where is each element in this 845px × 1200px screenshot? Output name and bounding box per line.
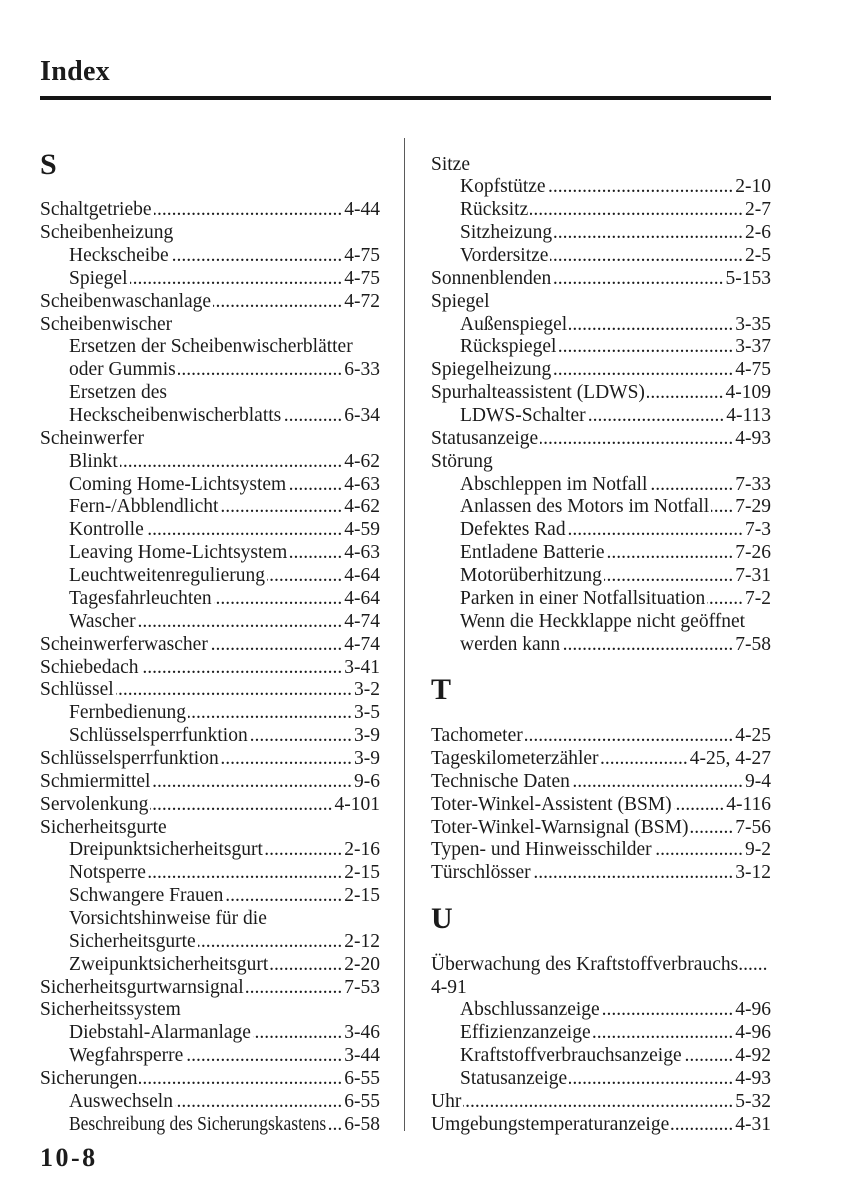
entry-page-ref: 3-37 xyxy=(735,336,771,358)
dot-leader xyxy=(120,451,342,474)
entry-page-ref: 4-93 xyxy=(735,1067,771,1089)
index-entry xyxy=(431,725,771,748)
entry-page-ref: 4-63 xyxy=(344,542,380,564)
entry-page-ref: 4-96 xyxy=(735,999,771,1021)
index-subentry xyxy=(40,336,380,359)
index-subentry xyxy=(40,839,380,862)
dot-leader xyxy=(558,336,733,359)
index-entry xyxy=(40,748,380,771)
dot-leader xyxy=(198,931,343,954)
entry-label: Überwachung des Kraftstoffverbrauchs...... xyxy=(431,953,768,975)
entry-label: Typen- und Hinweisschilder xyxy=(431,839,652,861)
dot-leader xyxy=(188,702,352,725)
dot-leader xyxy=(654,839,743,862)
entry-label: Diebstahl-Alarmanlage xyxy=(69,1022,251,1044)
dot-leader xyxy=(530,199,743,222)
dot-leader xyxy=(604,565,733,588)
index-entry xyxy=(40,817,380,840)
dot-leader xyxy=(649,474,733,497)
dot-leader xyxy=(214,588,343,611)
entry-label: Sonnenblenden xyxy=(431,267,552,289)
entry-page-ref: 4-72 xyxy=(344,290,380,312)
index-subentry xyxy=(431,519,771,542)
entry-page-ref: 7-58 xyxy=(735,633,771,655)
page-number: 10-8 xyxy=(40,1143,98,1172)
entry-label: Scheibenwaschanlage xyxy=(40,290,212,312)
index-subentry xyxy=(431,1068,771,1091)
entry-page-ref: 4-74 xyxy=(344,633,380,655)
dot-leader xyxy=(525,725,734,748)
dot-leader xyxy=(554,222,743,245)
dot-leader xyxy=(138,611,343,634)
entry-label: Notsperre xyxy=(69,862,146,884)
index-column-right xyxy=(431,154,771,1137)
entry-page-ref: 4-92 xyxy=(735,1045,771,1067)
entry-page-ref: 7-53 xyxy=(344,976,380,998)
index-subentry xyxy=(40,565,380,588)
index-entry xyxy=(431,794,771,817)
entry-page-ref: 6-33 xyxy=(344,359,380,381)
entry-page-ref: 4-44 xyxy=(344,199,380,221)
index-subentry xyxy=(40,1045,380,1068)
index-subentry xyxy=(431,336,771,359)
dot-leader xyxy=(690,817,733,840)
dot-leader xyxy=(548,176,734,199)
index-subentry xyxy=(40,451,380,474)
entry-label: Tagesfahrleuchten xyxy=(69,587,212,609)
index-entry xyxy=(431,954,771,977)
index-subentry xyxy=(40,359,380,382)
index-entry xyxy=(431,771,771,794)
entry-label: Technische Daten xyxy=(431,770,570,792)
dot-leader xyxy=(328,1114,342,1137)
entry-label: Fernbedienung xyxy=(69,702,186,724)
entry-label: Statusanzeige xyxy=(431,427,539,449)
index-entry xyxy=(40,771,380,794)
entry-page-ref: 2-5 xyxy=(745,245,771,267)
dot-leader xyxy=(154,199,343,222)
entry-label: Leuchtweitenregulierung xyxy=(69,565,265,587)
index-entry xyxy=(40,634,380,657)
entry-page-ref: 4-64 xyxy=(344,587,380,609)
entry-page-ref: 7-26 xyxy=(735,542,771,564)
index-subentry xyxy=(40,885,380,908)
entry-label: Dreipunktsicherheitsgurt xyxy=(69,839,263,861)
entry-label: Kopfstütze xyxy=(460,176,546,198)
dot-leader xyxy=(588,405,725,428)
dot-leader xyxy=(711,496,733,519)
dot-leader xyxy=(289,542,342,565)
entry-label: Parken in einer Notfallsituation xyxy=(460,587,706,609)
dot-leader xyxy=(139,1068,342,1091)
index-entry xyxy=(40,1068,380,1091)
entry-label: Spiegel xyxy=(431,290,490,312)
dot-leader xyxy=(141,657,343,680)
index-entry xyxy=(431,748,771,771)
dot-leader xyxy=(185,1045,342,1068)
entry-label: Fern-/Abblendlicht xyxy=(69,496,219,518)
entry-label: Vordersitze xyxy=(460,245,549,267)
entry-page-ref: 7-2 xyxy=(745,587,771,609)
entry-label: Scheibenheizung xyxy=(40,222,174,244)
entry-label: Heckscheibe xyxy=(69,245,169,267)
entry-label: Abschleppen im Notfall xyxy=(460,473,648,495)
dot-leader xyxy=(210,634,342,657)
index-subentry xyxy=(40,474,380,497)
entry-label: Sicherungen xyxy=(40,1067,138,1089)
entry-page-ref: 2-6 xyxy=(745,222,771,244)
entry-label: Ersetzen der Scheibenwischerblätter xyxy=(69,336,353,358)
dot-leader xyxy=(116,679,352,702)
index-subentry xyxy=(431,999,771,1022)
index-subentry xyxy=(431,176,771,199)
index-entry xyxy=(40,977,380,1000)
index-entry xyxy=(40,428,380,451)
index-entry xyxy=(40,679,380,702)
entry-label: Rückspiegel xyxy=(460,336,557,358)
entry-page-ref: 2-7 xyxy=(745,199,771,221)
dot-leader xyxy=(684,1045,734,1068)
index-entry xyxy=(431,817,771,840)
entry-page-ref: 4-25, 4-27 xyxy=(689,747,771,769)
entry-page-ref: 4-75 xyxy=(735,359,771,381)
entry-page-ref: 9-4 xyxy=(745,770,771,792)
index-subentry xyxy=(431,405,771,428)
entry-label: Schlüsselsperrfunktion xyxy=(40,747,219,769)
dot-leader xyxy=(220,496,342,519)
index-section xyxy=(431,673,771,885)
entry-page-ref: 2-15 xyxy=(344,885,380,907)
entry-page-ref: 4-64 xyxy=(344,565,380,587)
index-subentry xyxy=(40,1091,380,1114)
entry-label: oder Gummis xyxy=(69,359,176,381)
index-entry xyxy=(431,839,771,862)
entry-label: Statusanzeige xyxy=(460,1067,568,1089)
entry-page-ref: 6-55 xyxy=(344,1067,380,1089)
dot-leader xyxy=(265,839,342,862)
entry-page-ref: 3-46 xyxy=(344,1022,380,1044)
dot-leader xyxy=(288,474,342,497)
entry-page-ref: 3-35 xyxy=(735,313,771,335)
dot-leader xyxy=(602,999,734,1022)
index-subentry xyxy=(40,268,380,291)
index-section xyxy=(431,901,771,1137)
entry-label: Spiegel xyxy=(69,267,128,289)
entry-page-ref: 9-6 xyxy=(354,770,380,792)
index-entry xyxy=(40,794,380,817)
entry-page-ref: 4-116 xyxy=(726,793,771,815)
entry-label: Blinkt xyxy=(69,450,118,472)
index-subentry xyxy=(40,382,380,405)
entry-label: Tachometer xyxy=(431,725,523,747)
entry-label: Kontrolle xyxy=(69,519,144,541)
entry-label: Wascher xyxy=(69,610,136,632)
dot-leader xyxy=(171,245,343,268)
entry-label: Heckscheibenwischerblatts xyxy=(69,405,282,427)
entry-label: Entladene Batterie xyxy=(460,542,605,564)
index-subentry xyxy=(431,1045,771,1068)
entry-page-ref: 7-31 xyxy=(735,565,771,587)
entry-label: Defektes Rad xyxy=(460,519,566,541)
index-entry xyxy=(40,291,380,314)
entry-page-ref: 4-59 xyxy=(344,519,380,541)
entry-page-ref: 4-75 xyxy=(344,245,380,267)
entry-label: Schaltgetriebe xyxy=(40,199,152,221)
dot-leader xyxy=(607,542,734,565)
entry-label: Türschlösser xyxy=(431,862,531,884)
index-subentry xyxy=(40,519,380,542)
dot-leader xyxy=(146,519,343,542)
entry-page-ref: 4-101 xyxy=(334,793,380,815)
dot-leader xyxy=(221,748,352,771)
entry-label: Vorsichtshinweise für die xyxy=(69,907,267,929)
entry-label: Ersetzen des xyxy=(69,382,167,404)
entry-label: Wenn die Heckklappe nicht geöffnet xyxy=(460,610,746,632)
index-subentry xyxy=(40,931,380,954)
entry-page-ref: 4-113 xyxy=(726,405,771,427)
index-subentry xyxy=(40,862,380,885)
dot-leader xyxy=(593,1022,734,1045)
dot-leader xyxy=(568,519,743,542)
entry-page-ref: 7-33 xyxy=(735,473,771,495)
entry-label: Sicherheitsgurte xyxy=(40,816,167,838)
entry-label: Scheibenwischer xyxy=(40,313,173,335)
entry-page-ref: 2-15 xyxy=(344,862,380,884)
dot-leader xyxy=(148,862,342,885)
dot-leader xyxy=(671,1114,733,1137)
index-entry xyxy=(431,154,771,177)
entry-label: LDWS-Schalter xyxy=(460,405,586,427)
entry-page-ref: 6-55 xyxy=(344,1090,380,1112)
entry-label: Abschlussanzeige xyxy=(460,999,600,1021)
section-letter-heading: S xyxy=(40,147,57,181)
dot-leader xyxy=(540,428,733,451)
dot-leader xyxy=(213,291,342,314)
dot-leader xyxy=(130,268,343,291)
entry-page-ref: 2-16 xyxy=(344,839,380,861)
dot-leader xyxy=(267,565,342,588)
entry-label: Spiegelheizung xyxy=(431,359,552,381)
entry-label: Scheinwerferwascher xyxy=(40,633,208,655)
entry-label: Beschreibung des Sicherungskastens xyxy=(69,1113,327,1135)
entry-label: Störung xyxy=(431,450,493,472)
entry-page-ref: 3-12 xyxy=(735,862,771,884)
index-subentry xyxy=(431,588,771,611)
entry-page-ref: 4-63 xyxy=(344,473,380,495)
index-subentry xyxy=(40,725,380,748)
index-column-left xyxy=(40,147,380,1137)
entry-page-ref: 4-62 xyxy=(344,496,380,518)
index-entry xyxy=(431,1114,771,1137)
entry-label: Spurhalteassistent (LDWS) xyxy=(431,382,645,404)
dot-leader xyxy=(562,634,733,657)
index-entry xyxy=(431,382,771,405)
entry-label: Toter-Winkel-Warnsignal (BSM) xyxy=(431,816,689,838)
entry-label: Schlüsselsperrfunktion xyxy=(69,725,248,747)
index-subentry xyxy=(431,496,771,519)
entry-page-ref: 2-20 xyxy=(344,953,380,975)
entry-page-ref: 7-3 xyxy=(745,519,771,541)
column-divider xyxy=(404,138,405,1131)
section-letter-heading: U xyxy=(431,901,453,935)
index-entry xyxy=(431,977,771,1000)
entry-page-ref: 6-34 xyxy=(344,405,380,427)
index-entry xyxy=(40,657,380,680)
entry-page-ref: 5-32 xyxy=(735,1090,771,1112)
index-subentry xyxy=(40,588,380,611)
index-subentry xyxy=(40,1022,380,1045)
entry-page-ref: 2-10 xyxy=(735,176,771,198)
index-entry xyxy=(431,359,771,382)
entry-label: Toter-Winkel-Assistent (BSM) xyxy=(431,793,672,815)
entry-page-ref: 4-93 xyxy=(735,427,771,449)
dot-leader xyxy=(175,1091,342,1114)
index-subentry xyxy=(40,405,380,428)
dot-leader xyxy=(178,359,343,382)
index-subentry xyxy=(431,245,771,268)
index-subentry xyxy=(40,702,380,725)
dot-leader xyxy=(246,977,343,1000)
entry-label: Sitze xyxy=(431,153,470,175)
dot-leader xyxy=(550,245,743,268)
entry-label: Sitzheizung xyxy=(460,222,553,244)
dot-leader xyxy=(553,268,723,291)
dot-leader xyxy=(674,794,725,817)
dot-leader xyxy=(533,862,734,885)
index-subentry xyxy=(431,565,771,588)
entry-page-ref: 9-2 xyxy=(745,839,771,861)
entry-page-ref: 3-5 xyxy=(354,702,380,724)
index-entry xyxy=(40,222,380,245)
dot-leader xyxy=(253,1022,342,1045)
entry-label: Schmiermittel xyxy=(40,770,151,792)
entry-label: Coming Home-Lichtsystem xyxy=(69,473,287,495)
entry-label: Kraftstoffverbrauchsanzeige xyxy=(460,1045,682,1067)
index-subentry xyxy=(431,634,771,657)
dot-leader xyxy=(707,588,743,611)
entry-label: Zweipunktsicherheitsgurt xyxy=(69,953,269,975)
dot-leader xyxy=(150,794,332,817)
index-subentry xyxy=(431,611,771,634)
index-subentry xyxy=(431,1022,771,1045)
dot-leader xyxy=(283,405,342,428)
entry-label: Umgebungstemperaturanzeige xyxy=(431,1113,670,1135)
entry-page-ref: 3-9 xyxy=(354,747,380,769)
dot-leader xyxy=(569,314,733,337)
index-entry xyxy=(431,291,771,314)
index-subentry xyxy=(40,908,380,931)
index-section xyxy=(40,147,380,1137)
dot-leader xyxy=(569,1068,733,1091)
dot-leader xyxy=(647,382,724,405)
entry-label: Sicherheitsgurtwarnsignal xyxy=(40,976,244,998)
dot-leader xyxy=(553,359,733,382)
dot-leader xyxy=(270,954,342,977)
entry-label: werden kann xyxy=(460,633,561,655)
entry-label: Tageskilometerzähler xyxy=(431,747,599,769)
entry-page-ref: 3-41 xyxy=(344,656,380,678)
entry-page-ref: 3-44 xyxy=(344,1045,380,1067)
entry-page-ref: 4-75 xyxy=(344,267,380,289)
index-subentry xyxy=(40,245,380,268)
index-subentry xyxy=(40,1114,380,1137)
entry-page-ref: 4-109 xyxy=(725,382,771,404)
entry-label: Schlüssel xyxy=(40,679,114,701)
entry-page-ref: 4-31 xyxy=(735,1113,771,1135)
index-subentry xyxy=(40,542,380,565)
index-section xyxy=(431,154,771,657)
entry-label: 4-91 xyxy=(431,976,467,998)
header-rule xyxy=(40,96,771,100)
entry-label: Schwangere Frauen xyxy=(69,885,224,907)
index-entry xyxy=(431,268,771,291)
entry-label: Anlassen des Motors im Notfall xyxy=(460,496,710,518)
index-entry xyxy=(431,451,771,474)
entry-page-ref: 7-29 xyxy=(735,496,771,518)
dot-leader xyxy=(152,771,352,794)
dot-leader xyxy=(250,725,352,748)
index-entry xyxy=(40,999,380,1022)
section-letter-heading: T xyxy=(431,673,452,707)
entry-page-ref: 4-25 xyxy=(735,725,771,747)
index-subentry xyxy=(431,199,771,222)
entry-page-ref: 4-74 xyxy=(344,610,380,632)
dot-leader xyxy=(572,771,743,794)
index-entry xyxy=(431,428,771,451)
entry-page-ref: 5-153 xyxy=(725,267,771,289)
entry-label: Sicherheitssystem xyxy=(40,999,181,1021)
entry-label: Auswechseln xyxy=(69,1090,173,1112)
index-entry xyxy=(40,199,380,222)
entry-label: Rücksitz xyxy=(460,199,529,221)
entry-label: Sicherheitsgurte xyxy=(69,930,196,952)
index-entry xyxy=(431,1091,771,1114)
entry-page-ref: 3-9 xyxy=(354,725,380,747)
index-subentry xyxy=(40,611,380,634)
dot-leader xyxy=(601,748,688,771)
entry-page-ref: 6-58 xyxy=(344,1113,380,1135)
entry-label: Außenspiegel xyxy=(460,313,568,335)
dot-leader xyxy=(463,1091,733,1114)
entry-label: Wegfahrsperre xyxy=(69,1045,184,1067)
index-subentry xyxy=(40,954,380,977)
entry-label: Leaving Home-Lichtsystem xyxy=(69,542,288,564)
page-title: Index xyxy=(40,56,110,87)
index-subentry xyxy=(431,314,771,337)
entry-page-ref: 4-96 xyxy=(735,1022,771,1044)
index-entry xyxy=(431,862,771,885)
entry-page-ref: 7-56 xyxy=(735,816,771,838)
index-entry xyxy=(40,314,380,337)
entry-page-ref: 2-12 xyxy=(344,930,380,952)
entry-label: Effizienzanzeige xyxy=(460,1022,591,1044)
entry-page-ref: 4-62 xyxy=(344,450,380,472)
dot-leader xyxy=(225,885,342,908)
entry-label: Servolenkung xyxy=(40,793,149,815)
index-subentry xyxy=(431,222,771,245)
index-subentry xyxy=(431,542,771,565)
entry-label: Schiebedach xyxy=(40,656,139,678)
entry-label: Motorüberhitzung xyxy=(460,565,602,587)
index-subentry xyxy=(40,496,380,519)
entry-page-ref: 3-2 xyxy=(354,679,380,701)
entry-label: Scheinwerfer xyxy=(40,427,144,449)
index-subentry xyxy=(431,474,771,497)
entry-label: Uhr xyxy=(431,1090,462,1112)
